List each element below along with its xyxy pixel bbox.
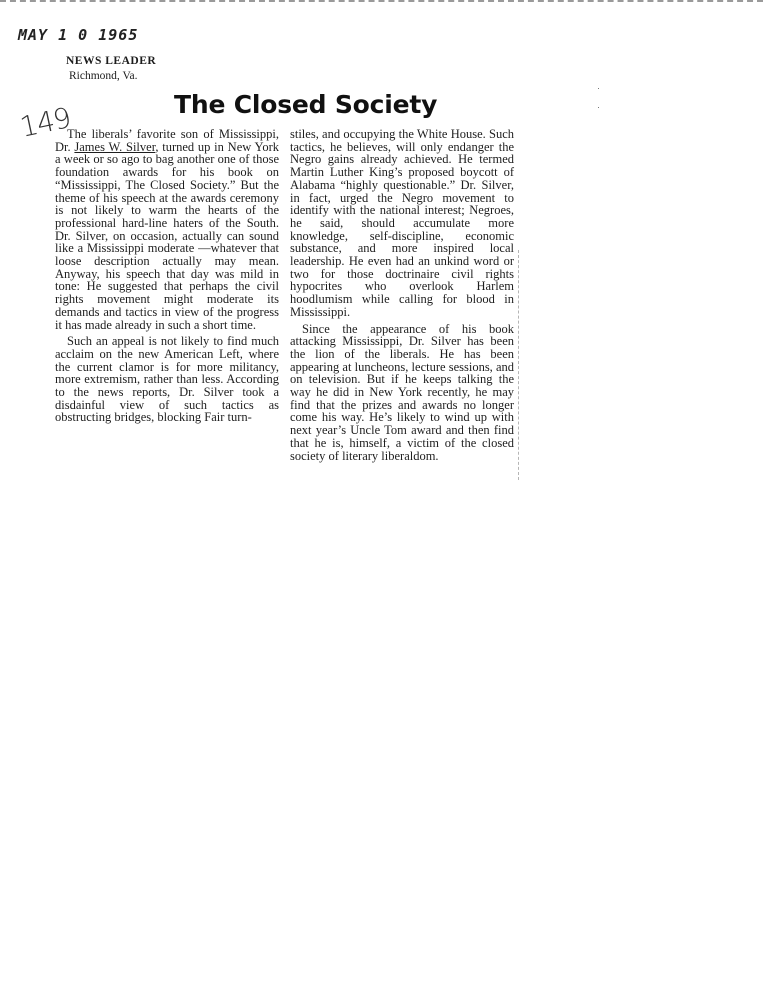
- paragraph: Since the appearance of his book attacking Mississippi, Dr. Silver has been the lion of the liberals. He has been appearing at luncheons, lecture sessions, and on television. But if he keeps talking the way he did in New York recently, he may find that the prizes and awards no longer come his way. He’s likely to wind up with next year’s Uncle Tom award and then find that he is, himself, a victim of the closed society of literary liberaldom.: [290, 321, 514, 463]
- scan-top-border: [0, 0, 763, 3]
- handwritten-number: 149: [17, 101, 74, 144]
- clipping-edge: [518, 250, 519, 480]
- article-column-right: [290, 128, 514, 462]
- paragraph-text: , turned up in New York a week or so ago to bag another one of those foundation awards for his book on “Mississippi, The Closed Society.” But the theme of his speech at the awards ceremony is not likely to warm the hearts of the professional hard-line haters of the South. Dr. Silver, on occasion, actually can sound like a Mississippi moderate —whatever that loose description actually may mean. Anyway, his speech that day was mild in tone: He suggested that perhaps the civil rights movement might moderate its demands and tactics in view of the progress it has made already in such a short time.: [55, 139, 279, 332]
- newspaper-source: [66, 54, 156, 84]
- paragraph: stiles, and occupying the White House. Such tactics, he believes, will only endanger the Negro gains already achieved. He termed Martin Luther King’s proposed boycott of Alabama “highly questionable.” Dr. Silver, in fact, urged the Negro movement to identify with the national interest; Negroes, he said, should accumulate more knowledge, self-discipline, economic substance, and more inspired local leadership. He even had an unkind word or two for those doctrinaire civil rights hypocrites who overlook Harlem hoodlumism while calling for blood in Mississippi.: [290, 127, 514, 319]
- author-name: James W. Silver: [74, 139, 156, 154]
- article-column-left: [55, 128, 279, 424]
- paragraph: Such an appeal is not likely to find much acclaim on the new American Left, where the current clamor is for more militancy, more extremism, rather than less. According to the news reports, Dr. Silver took a disdainful view of such tactics as obstructing bridges, blocking Fair turn-: [55, 334, 279, 425]
- scan-speck: [598, 74, 606, 76]
- article-headline: The Closed Society: [174, 90, 438, 119]
- newspaper-city: Richmond, Va.: [69, 70, 138, 82]
- paragraph: [55, 128, 279, 331]
- newspaper-name: NEWS LEADER: [66, 55, 157, 67]
- paragraph-text: The liberals’ favorite son of Mississippi, Dr.: [55, 127, 279, 154]
- date-stamp: MAY 1 0 1965: [18, 26, 139, 44]
